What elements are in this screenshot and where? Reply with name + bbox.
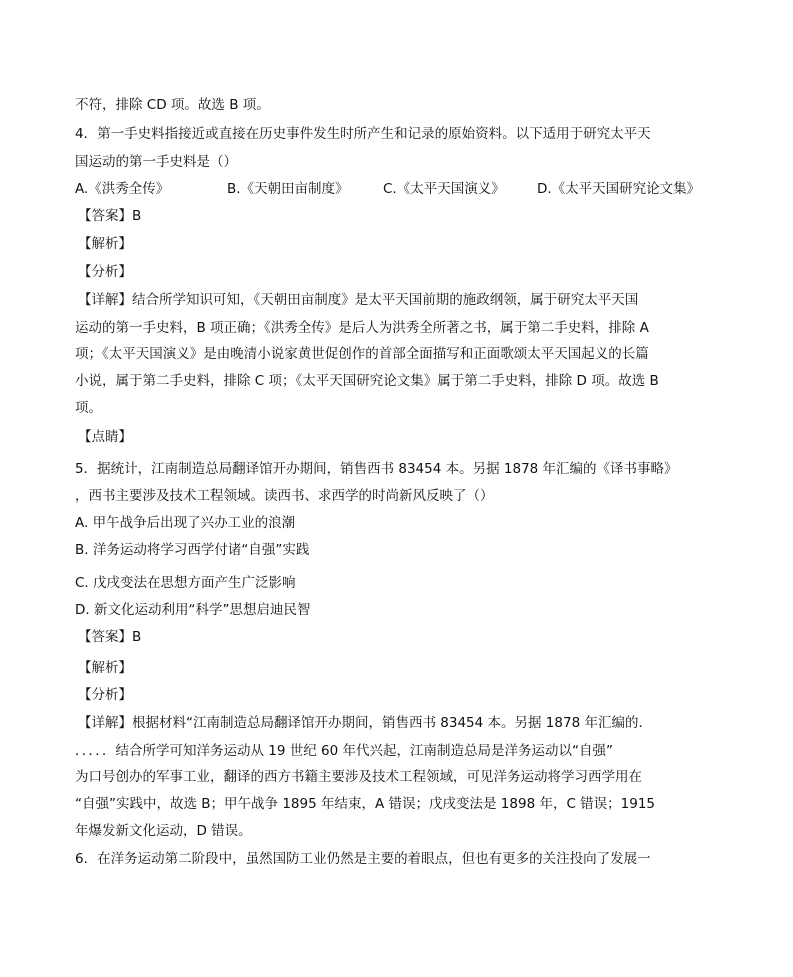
q4-analysis-label: 【解析】 xyxy=(78,236,132,252)
q5-detail-line-5: 年爆发新文化运动，D 错误。 xyxy=(75,823,252,839)
q3-tail-line: 不符，排除 CD 项。故选 B 项。 xyxy=(75,97,270,113)
q4-dianjing-label: 【点睛】 xyxy=(78,429,132,445)
q5-option-b: B. 洋务运动将学习西学付诸“自强”实践 xyxy=(75,542,310,558)
q4-option-c: C.《太平天国演义》 xyxy=(383,181,505,197)
q5-option-d: D. 新文化运动利用“科学”思想启迪民智 xyxy=(75,602,311,618)
q5-analysis-label: 【解析】 xyxy=(78,660,132,676)
q5-detail-line-3: 为口号创办的军事工业，翻译的西方书籍主要涉及技术工程领域，可见洋务运动将学习西学用在 xyxy=(75,769,642,785)
q5-detail-line-4: “自强”实践中，故选 B；甲午战争 1895 年结束，A 错误；戊戌变法是 1898 年，C 错误；1915 xyxy=(75,796,656,812)
q5-option-c: C. 戊戌变法在思想方面产生广泛影响 xyxy=(75,575,296,591)
q4-option-b: B.《天朝田亩制度》 xyxy=(227,181,349,197)
q4-detail-line-2: 运动的第一手史料，B 项正确；《洪秀全传》是后人为洪秀全所著之书，属于第二手史料，排除 A xyxy=(75,320,649,336)
q4-option-d: D.《太平天国研究论文集》 xyxy=(537,181,701,197)
q5-answer: 【答案】B xyxy=(78,629,142,645)
q4-option-a: A.《洪秀全传》 xyxy=(75,181,170,197)
q4-detail-line-1: 【详解】结合所学知识可知，《天朝田亩制度》是太平天国前期的施政纲领，属于研究太平天国 xyxy=(78,292,639,308)
q4-detail-line-3: 项；《太平天国演义》是由晚清小说家黄世促创作的首部全面描写和正面歌颂太平天国起义的长篇 xyxy=(75,346,649,362)
q4-detail-line-4: 小说，属于第二手史料，排除 C 项；《太平天国研究论文集》属于第二手史料，排除 D 项。故选 B xyxy=(75,373,659,389)
q5-detail-line-2: ．．．．．结合所学可知洋务运动从 19 世纪 60 年代兴起，江南制造总局是洋务运动以“自强” xyxy=(75,743,614,759)
q5-stem-line-1: 5．据统计，江南制造总局翻译馆开办期间，销售西书 83454 本。另据 1878 年汇编的《译书事略》 xyxy=(75,461,678,477)
q4-detail-line-5: 项。 xyxy=(75,400,102,416)
q5-fenxi-label: 【分析】 xyxy=(78,687,132,703)
q4-stem-line-1: 4．第一手史料指接近或直接在历史事件发生时所产生和记录的原始资料。以下适用于研究太平天 xyxy=(75,126,651,142)
q5-option-a: A. 甲午战争后出现了兴办工业的浪潮 xyxy=(75,515,296,531)
q5-detail-line-1: 【详解】根据材料“江南制造总局翻译馆开办期间，销售西书 83454 本。另据 1878 年汇编的． xyxy=(78,715,652,731)
q4-fenxi-label: 【分析】 xyxy=(78,264,132,280)
q4-answer: 【答案】B xyxy=(78,208,142,224)
q5-stem-line-2: ，西书主要涉及技术工程领域。读西书、求西学的时尚新风反映了（） xyxy=(75,488,494,504)
q6-stem-line-1: 6．在洋务运动第二阶段中，虽然国防工业仍然是主要的着眼点，但也有更多的关注投向了发展一 xyxy=(75,851,651,867)
q4-stem-line-2: 国运动的第一手史料是（） xyxy=(75,154,237,170)
